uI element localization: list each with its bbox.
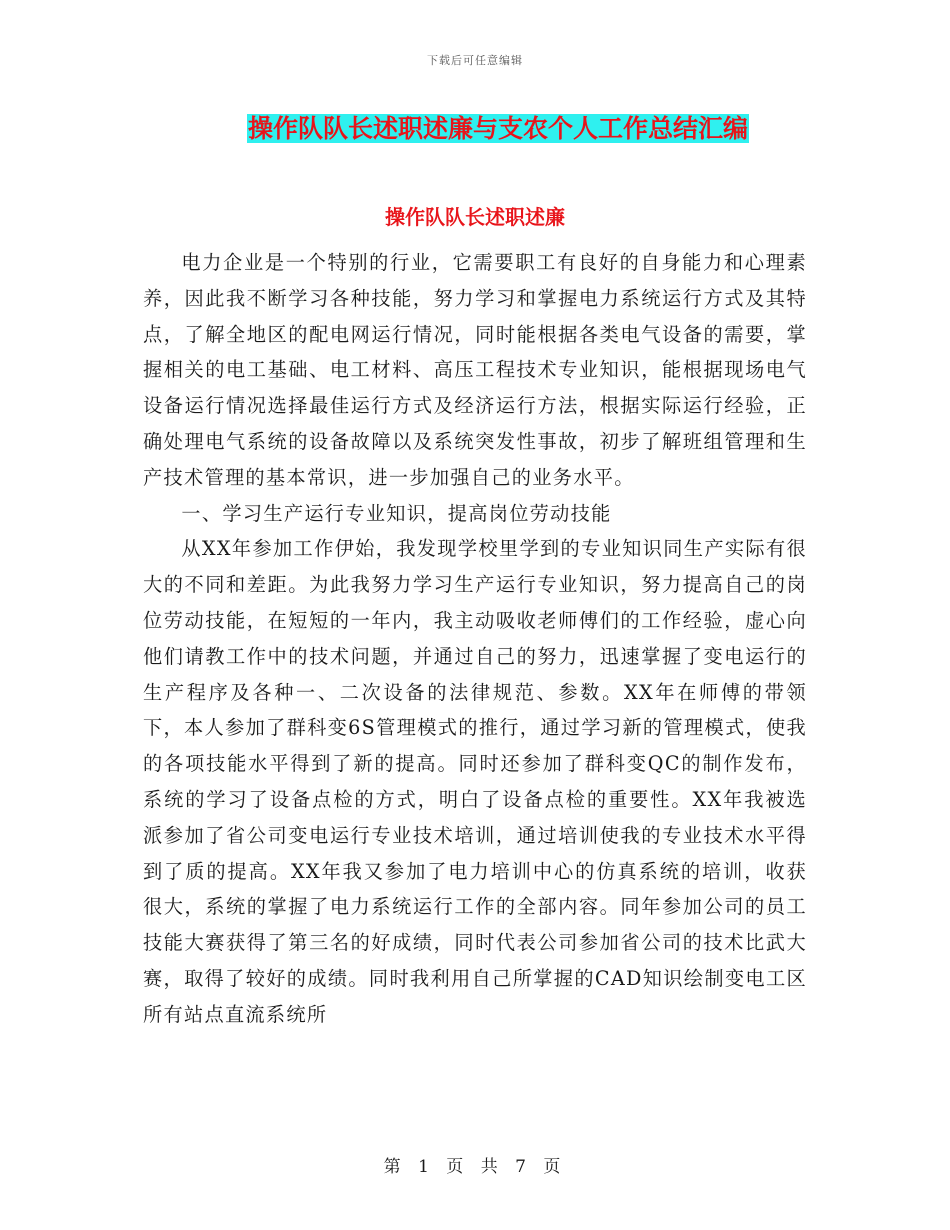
document-body bbox=[143, 245, 807, 1033]
header-note: 下载后可任意编辑 bbox=[427, 54, 523, 67]
page-footer: 第 1 页 共 7 页 bbox=[383, 1157, 567, 1177]
paragraph-heading-1: 一、学习生产运行专业知识，提高岗位劳动技能 bbox=[181, 501, 612, 525]
section-title: 操作队队长述职述廉 bbox=[385, 205, 565, 229]
paragraph-intro: 电力企业是一个特别的行业，它需要职工有良好的自身能力和心理素养，因此我不断学习各种技能，努力学习和掌握电力系统运行方式及其特点，了解全地区的配电网运行情况，同时能根据各类电气设备的需要，掌握相关的电工基础、电工材料、高压工程技术专业知识，能根据现场电气设备运行情况选择最佳运行方式及经济运行方法，根据实际运行经验，正确处理电气系统的设备故障以及系统突发性事故，初步了解班组管理和生产技术管理的基本常识，进一步加强自己的业务水平。 bbox=[143, 251, 807, 489]
document-title-text: 操作队队长述职述廉与支农个人工作总结汇编 bbox=[247, 114, 748, 143]
document-title bbox=[0, 112, 950, 146]
paragraph-study: 从XX年参加工作伊始，我发现学校里学到的专业知识同生产实际有很大的不同和差距。为此我努力学习生产运行专业知识，努力提高自己的岗位劳动技能，在短短的一年内，我主动吸收老师傅们的工作经验，虚心向他们请教工作中的技术问题，并通过自己的努力，迅速掌握了变电运行的生产程序及各种一、二次设备的法律规范、参数。XX年在师傅的带领下，本人参加了群科变6S管理模式的推行，通过学习新的管理模式，使我的各项技能水平得到了新的提高。同时还参加了群科变QC的制作发布，系统的学习了设备点检的方式，明白了设备点检的重要性。XX年我被选派参加了省公司变电运行专业技术培训，通过培训使我的专业技术水平得到了质的提高。XX年我又参加了电力培训中心的仿真系统的培训，收获很大，系统的掌握了电力系统运行工作的全部内容。同年参加公司的员工技能大赛获得了第三名的好成绩，同时代表公司参加省公司的技术比武大赛，取得了较好的成绩。同时我利用自己所掌握的CAD知识绘制变电工区所有站点直流系统所 bbox=[143, 537, 807, 1026]
